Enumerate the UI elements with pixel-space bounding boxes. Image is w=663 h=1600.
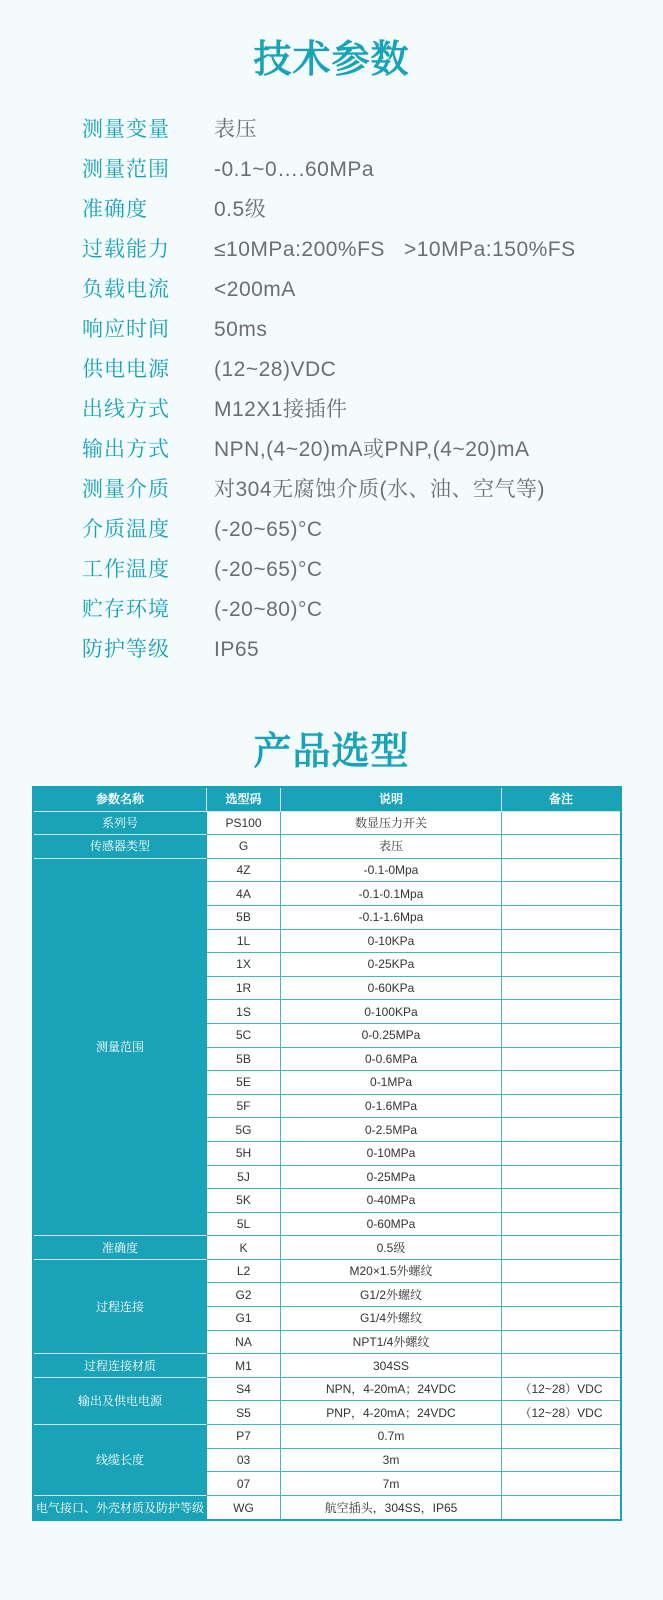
description-cell: 0-25KPa xyxy=(281,953,502,977)
spec-label: 负载电流 xyxy=(82,278,170,301)
description-cell: 0-60MPa xyxy=(281,1213,502,1237)
selection-code-cell: G2 xyxy=(207,1283,281,1307)
remark-cell xyxy=(502,1142,620,1166)
selection-code-cell: 5B xyxy=(207,1048,281,1072)
remark-cell xyxy=(502,977,620,1001)
description-cell: 表压 xyxy=(281,835,502,859)
remark-cell xyxy=(502,1048,620,1072)
remark-cell xyxy=(502,1283,620,1307)
spec-list xyxy=(0,110,663,670)
spec-value: NPN,(4~20)mA或PNP,(4~20)mA xyxy=(214,438,530,461)
remark-cell xyxy=(502,1472,620,1496)
spec-row xyxy=(0,150,663,190)
description-cell: 0-1.6MPa xyxy=(281,1095,502,1119)
remark-cell xyxy=(502,906,620,930)
spec-value: (-20~65)°C xyxy=(214,518,323,541)
description-cell: 航空插头，304SS，IP65 xyxy=(281,1496,502,1520)
selection-code-cell: NA xyxy=(207,1331,281,1355)
spec-label: 介质温度 xyxy=(82,518,170,541)
remark-cell xyxy=(502,1496,620,1520)
spec-label: 测量介质 xyxy=(82,478,170,501)
spec-row xyxy=(0,230,663,270)
remark-cell xyxy=(502,1331,620,1355)
remark-cell xyxy=(502,1425,620,1449)
spec-value: M12X1接插件 xyxy=(214,398,348,421)
description-cell: 0-40MPa xyxy=(281,1189,502,1213)
description-cell: 0-0.6MPa xyxy=(281,1048,502,1072)
header-parameter-name: 参数名称 xyxy=(34,788,207,812)
spec-label: 防护等级 xyxy=(82,638,170,661)
selection-code-cell: M1 xyxy=(207,1354,281,1378)
table-header-row xyxy=(34,788,620,812)
description-cell: -0.1-0.1Mpa xyxy=(281,882,502,906)
spec-label: 过载能力 xyxy=(82,238,170,261)
selection-code-cell: 5E xyxy=(207,1071,281,1095)
remark-cell xyxy=(502,1189,620,1213)
remark-cell xyxy=(502,812,620,836)
selection-code-cell: 5G xyxy=(207,1118,281,1142)
selection-code-cell: 5K xyxy=(207,1189,281,1213)
description-cell: 0.5级 xyxy=(281,1236,502,1260)
table-row xyxy=(34,812,620,836)
selection-code-cell: L2 xyxy=(207,1260,281,1284)
remark-cell: （12~28）VDC xyxy=(502,1378,620,1402)
table-row xyxy=(34,835,620,859)
spec-label: 出线方式 xyxy=(82,398,170,421)
tech-params-title: 技术参数 xyxy=(253,39,410,81)
selection-code-cell: K xyxy=(207,1236,281,1260)
description-cell: 0-10KPa xyxy=(281,930,502,954)
spec-row xyxy=(0,350,663,390)
remark-cell xyxy=(502,1449,620,1473)
spec-row xyxy=(0,310,663,350)
spec-value: IP65 xyxy=(214,638,260,661)
selection-code-cell: PS100 xyxy=(207,812,281,836)
parameter-name-cell: 过程连接材质 xyxy=(34,1354,207,1378)
description-cell: 0.7m xyxy=(281,1425,502,1449)
table-row xyxy=(34,1496,620,1520)
spec-label: 输出方式 xyxy=(82,438,170,461)
spec-row xyxy=(0,430,663,470)
remark-cell xyxy=(502,1260,620,1284)
description-cell: 0-10MPa xyxy=(281,1142,502,1166)
header-selection-code: 选型码 xyxy=(207,788,281,812)
description-cell: 7m xyxy=(281,1472,502,1496)
spec-label: 工作温度 xyxy=(82,558,170,581)
description-cell: 数显压力开关 xyxy=(281,812,502,836)
table-row xyxy=(34,1236,620,1260)
selection-code-cell: P7 xyxy=(207,1425,281,1449)
description-cell: G1/2外螺纹 xyxy=(281,1283,502,1307)
description-cell: G1/4外螺纹 xyxy=(281,1307,502,1331)
selection-code-cell: 5C xyxy=(207,1024,281,1048)
remark-cell xyxy=(502,1024,620,1048)
table-row xyxy=(34,1354,620,1378)
spec-value: 表压 xyxy=(214,118,257,141)
remark-cell xyxy=(502,1118,620,1142)
product-selection-table xyxy=(32,786,622,1521)
spec-value: (-20~80)°C xyxy=(214,598,323,621)
selection-code-cell: 5L xyxy=(207,1213,281,1237)
remark-cell xyxy=(502,835,620,859)
spec-value: -0.1~0….60MPa xyxy=(214,158,375,181)
description-cell: NPT1/4外螺纹 xyxy=(281,1331,502,1355)
selection-code-cell: S4 xyxy=(207,1378,281,1402)
parameter-name-cell: 测量范围 xyxy=(34,859,207,1237)
selection-code-cell: WG xyxy=(207,1496,281,1520)
selection-code-cell: 03 xyxy=(207,1449,281,1473)
spec-value: ≤10MPa:200%FS >10MPa:150%FS xyxy=(214,238,576,261)
parameter-name-cell: 电气接口、外壳材质及防护等级 xyxy=(34,1496,207,1520)
parameter-name-cell: 传感器类型 xyxy=(34,835,207,859)
parameter-name-cell: 准确度 xyxy=(34,1236,207,1260)
remark-cell xyxy=(502,1236,620,1260)
remark-cell xyxy=(502,953,620,977)
description-cell: -0.1-1.6Mpa xyxy=(281,906,502,930)
remark-cell xyxy=(502,1095,620,1119)
remark-cell xyxy=(502,859,620,883)
spec-label: 测量范围 xyxy=(82,158,170,181)
spec-value: <200mA xyxy=(214,278,296,301)
table-row xyxy=(34,1378,620,1402)
table-row xyxy=(34,1425,620,1449)
description-cell: 304SS xyxy=(281,1354,502,1378)
selection-code-cell: S5 xyxy=(207,1401,281,1425)
spec-row xyxy=(0,550,663,590)
spec-value: 50ms xyxy=(214,318,268,341)
spec-row xyxy=(0,510,663,550)
spec-label: 贮存环境 xyxy=(82,598,170,621)
selection-code-cell: G1 xyxy=(207,1307,281,1331)
selection-code-cell: 1L xyxy=(207,930,281,954)
spec-value: 0.5级 xyxy=(214,198,267,221)
selection-code-cell: 5B xyxy=(207,906,281,930)
header-remark: 备注 xyxy=(502,788,620,812)
spec-label: 供电电源 xyxy=(82,358,170,381)
spec-value: (-20~65)°C xyxy=(214,558,323,581)
description-cell: -0.1-0Mpa xyxy=(281,859,502,883)
spec-row xyxy=(0,190,663,230)
table-body xyxy=(34,812,620,1520)
description-cell: 0-0.25MPa xyxy=(281,1024,502,1048)
selection-code-cell: 4A xyxy=(207,882,281,906)
selection-code-cell: 5J xyxy=(207,1166,281,1190)
remark-cell xyxy=(502,1166,620,1190)
selection-code-cell: 1S xyxy=(207,1000,281,1024)
spec-label: 响应时间 xyxy=(82,318,170,341)
table-row xyxy=(34,1260,620,1284)
description-cell: 0-1MPa xyxy=(281,1071,502,1095)
spec-label: 测量变量 xyxy=(82,118,170,141)
remark-cell xyxy=(502,1000,620,1024)
parameter-name-cell: 线缆长度 xyxy=(34,1425,207,1496)
spec-label: 准确度 xyxy=(82,198,148,221)
selection-code-cell: 5H xyxy=(207,1142,281,1166)
spec-row xyxy=(0,470,663,510)
description-cell: PNP，4-20mA；24VDC xyxy=(281,1401,502,1425)
selection-code-cell: 4Z xyxy=(207,859,281,883)
remark-cell: （12~28）VDC xyxy=(502,1401,620,1425)
remark-cell xyxy=(502,882,620,906)
product-selection-title: 产品选型 xyxy=(253,731,410,773)
remark-cell xyxy=(502,930,620,954)
spec-value: 对304无腐蚀介质(水、油、空气等) xyxy=(214,478,546,501)
spec-row xyxy=(0,110,663,150)
remark-cell xyxy=(502,1307,620,1331)
selection-code-cell: 5F xyxy=(207,1095,281,1119)
spec-row xyxy=(0,630,663,670)
remark-cell xyxy=(502,1071,620,1095)
description-cell: 0-2.5MPa xyxy=(281,1118,502,1142)
description-cell: M20×1.5外螺纹 xyxy=(281,1260,502,1284)
header-description: 说明 xyxy=(281,788,502,812)
remark-cell xyxy=(502,1213,620,1237)
spec-row xyxy=(0,390,663,430)
description-cell: 0-100KPa xyxy=(281,1000,502,1024)
spec-row xyxy=(0,590,663,630)
selection-code-cell: 07 xyxy=(207,1472,281,1496)
spec-value: (12~28)VDC xyxy=(214,358,337,381)
selection-code-cell: 1R xyxy=(207,977,281,1001)
parameter-name-cell: 过程连接 xyxy=(34,1260,207,1354)
parameter-name-cell: 输出及供电电源 xyxy=(34,1378,207,1425)
description-cell: 0-25MPa xyxy=(281,1166,502,1190)
table-row xyxy=(34,859,620,883)
remark-cell xyxy=(502,1354,620,1378)
description-cell: NPN，4-20mA；24VDC xyxy=(281,1378,502,1402)
description-cell: 3m xyxy=(281,1449,502,1473)
spec-row xyxy=(0,270,663,310)
description-cell: 0-60KPa xyxy=(281,977,502,1001)
selection-code-cell: 1X xyxy=(207,953,281,977)
parameter-name-cell: 系列号 xyxy=(34,812,207,836)
selection-code-cell: G xyxy=(207,835,281,859)
